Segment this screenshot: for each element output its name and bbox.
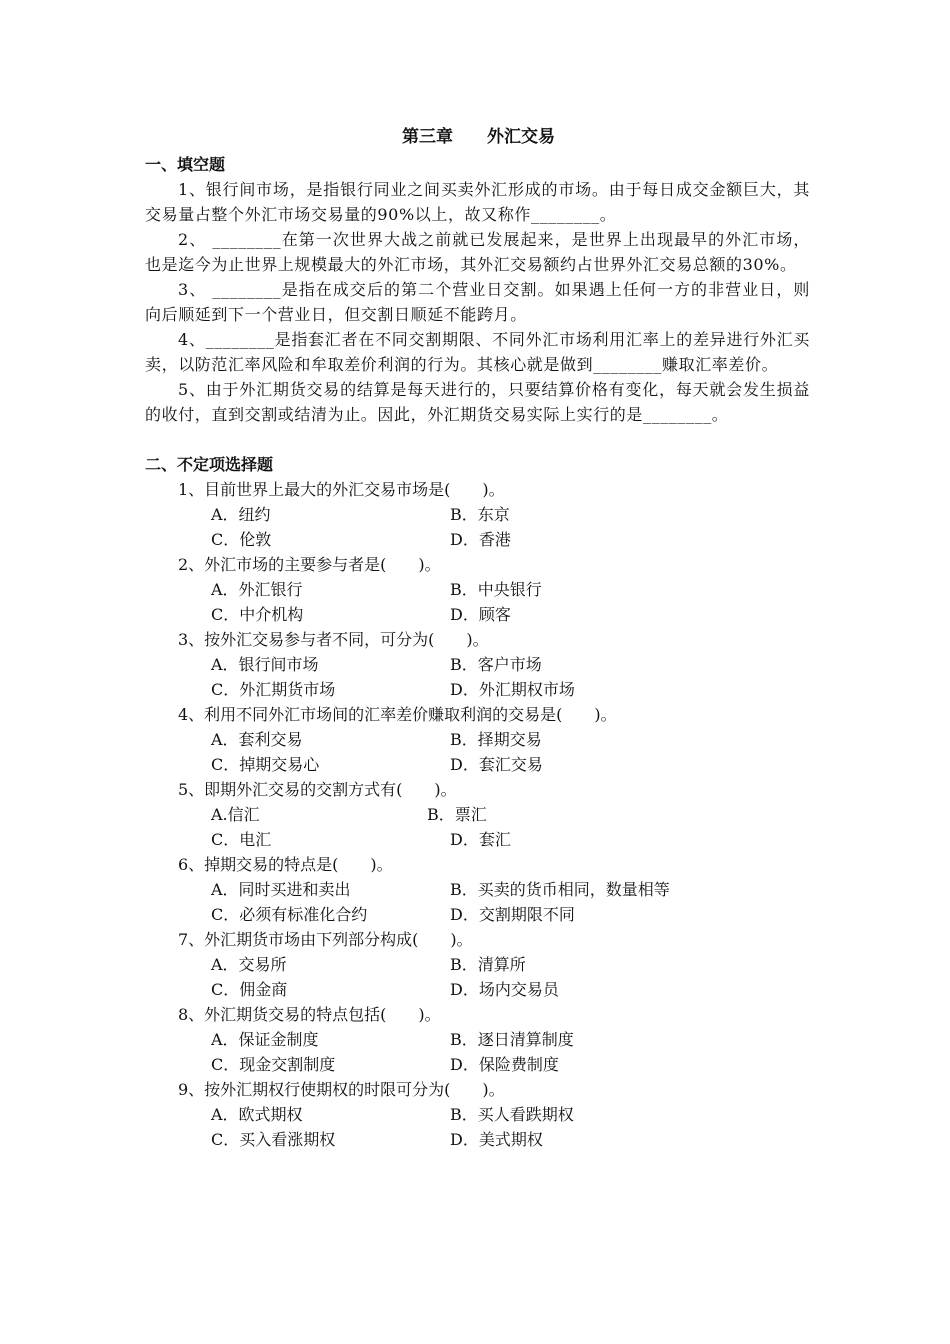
question-block [145, 1002, 810, 1077]
question-9: 9、按外汇期权行使期权的时限可分为( )。 [178, 1080, 505, 1099]
option-b: B．中央银行 [450, 580, 542, 599]
fill-blank-item-1: 1、银行间市场，是指银行同业之间买卖外汇形成的市场。由于每日成交金额巨大，其交易量占整个外汇市场交易量的90%以上，故又称作________。 [145, 180, 810, 224]
option-a: A．欧式期权 [211, 1105, 303, 1124]
fill-blank-item-5: 5、由于外汇期货交易的结算是每天进行的，只要结算价格有变化，每天就会发生损益的收付，直到交割或结清为止。因此，外汇期货交易实际上实行的是________。 [145, 380, 810, 424]
section-spacer [145, 427, 810, 452]
options-row [145, 577, 810, 602]
fill-blank-item-3: 3、 ________是指在成交后的第二个营业日交割。如果遇上任何一方的非营业日，则向后顺延到下一个营业日，但交割日顺延不能跨月。 [145, 280, 810, 324]
question-4: 4、利用不同外汇市场间的汇率差价赚取利润的交易是( )。 [178, 705, 617, 724]
options-row [145, 602, 810, 627]
question-block [145, 777, 810, 852]
section-heading-fill-blank: 一、填空题 [145, 155, 226, 174]
option-a: A.信汇 [211, 805, 260, 824]
question-1: 1、目前世界上最大的外汇交易市场是( )。 [178, 480, 505, 499]
options-row [145, 1027, 810, 1052]
options-row [145, 1127, 810, 1152]
option-b: B．东京 [450, 505, 510, 524]
question-8: 8、外汇期货交易的特点包括( )。 [178, 1005, 441, 1024]
option-a: A．外汇银行 [211, 580, 303, 599]
options-row [145, 952, 810, 977]
options-row [145, 977, 810, 1002]
option-a: A．交易所 [211, 955, 287, 974]
option-c: C．伦敦 [211, 530, 272, 549]
options-row [145, 902, 810, 927]
fill-blank-item-2: 2、 ________在第一次世界大战之前就已发展起来，是世界上出现最早的外汇市场，也是迄今为止世界上规模最大的外汇市场，其外汇交易额约占世界外汇交易总额的30%。 [145, 230, 810, 274]
option-b: B．清算所 [450, 955, 526, 974]
options-row [145, 677, 810, 702]
option-b: B．客户市场 [450, 655, 542, 674]
option-b: B．逐日清算制度 [450, 1030, 574, 1049]
question-block [145, 702, 810, 777]
option-d: D．交割期限不同 [450, 905, 575, 924]
question-block [145, 852, 810, 927]
option-c: C．外汇期货市场 [211, 680, 336, 699]
fill-blank-item-4: 4、________是指套汇者在不同交割期限、不同外汇市场利用汇率上的差异进行外汇买卖，以防范汇率风险和牟取差价利润的行为。其核心就是做到________赚取汇率差价。 [145, 330, 810, 374]
question-block [145, 627, 810, 702]
options-row [145, 527, 810, 552]
question-6: 6、掉期交易的特点是( )。 [178, 855, 393, 874]
option-a: A．同时买进和卖出 [211, 880, 351, 899]
question-block [145, 552, 810, 627]
question-block [145, 1077, 810, 1152]
chapter-title [147, 122, 810, 152]
option-c: C．现金交割制度 [211, 1055, 336, 1074]
option-d: D．美式期权 [450, 1130, 543, 1149]
options-row [145, 752, 810, 777]
option-d: D．套汇交易 [450, 755, 543, 774]
option-d: D．套汇 [450, 830, 511, 849]
options-row [145, 502, 810, 527]
options-row [145, 727, 810, 752]
option-c: C．掉期交易心 [211, 755, 320, 774]
question-3: 3、按外汇交易参与者不同，可分为( )。 [178, 630, 489, 649]
option-d: D．保险费制度 [450, 1055, 559, 1074]
options-row [145, 1102, 810, 1127]
question-5: 5、即期外汇交易的交割方式有( )。 [178, 780, 457, 799]
question-block [145, 927, 810, 1002]
option-b: B．票汇 [427, 805, 487, 824]
options-row [145, 827, 810, 852]
document-page [145, 122, 810, 1152]
options-row [145, 802, 810, 827]
options-row [145, 1052, 810, 1077]
option-d: D．香港 [450, 530, 511, 549]
option-a: A．纽约 [211, 505, 271, 524]
question-block [145, 477, 810, 552]
option-c: C．电汇 [211, 830, 272, 849]
section-heading-multiple-choice: 二、不定项选择题 [145, 455, 274, 474]
options-row [145, 652, 810, 677]
question-7: 7、外汇期货市场由下列部分构成( )。 [178, 930, 473, 949]
option-b: B．择期交易 [450, 730, 542, 749]
option-b: B．买人看跌期权 [450, 1105, 574, 1124]
option-c: C．中介机构 [211, 605, 304, 624]
option-b: B．买卖的货币相同，数量相等 [450, 880, 670, 899]
option-d: D．顾客 [450, 605, 511, 624]
chapter-name: 外汇交易 [487, 127, 555, 147]
option-d: D．外汇期权市场 [450, 680, 575, 699]
options-row [145, 877, 810, 902]
option-d: D．场内交易员 [450, 980, 559, 999]
option-c: C．佣金商 [211, 980, 288, 999]
chapter-number: 第三章 [402, 127, 453, 147]
question-2: 2、外汇市场的主要参与者是( )。 [178, 555, 441, 574]
option-c: C．买入看涨期权 [211, 1130, 336, 1149]
option-a: A．套利交易 [211, 730, 303, 749]
option-a: A．保证金制度 [211, 1030, 319, 1049]
option-a: A．银行间市场 [211, 655, 319, 674]
option-c: C．必须有标准化合约 [211, 905, 368, 924]
